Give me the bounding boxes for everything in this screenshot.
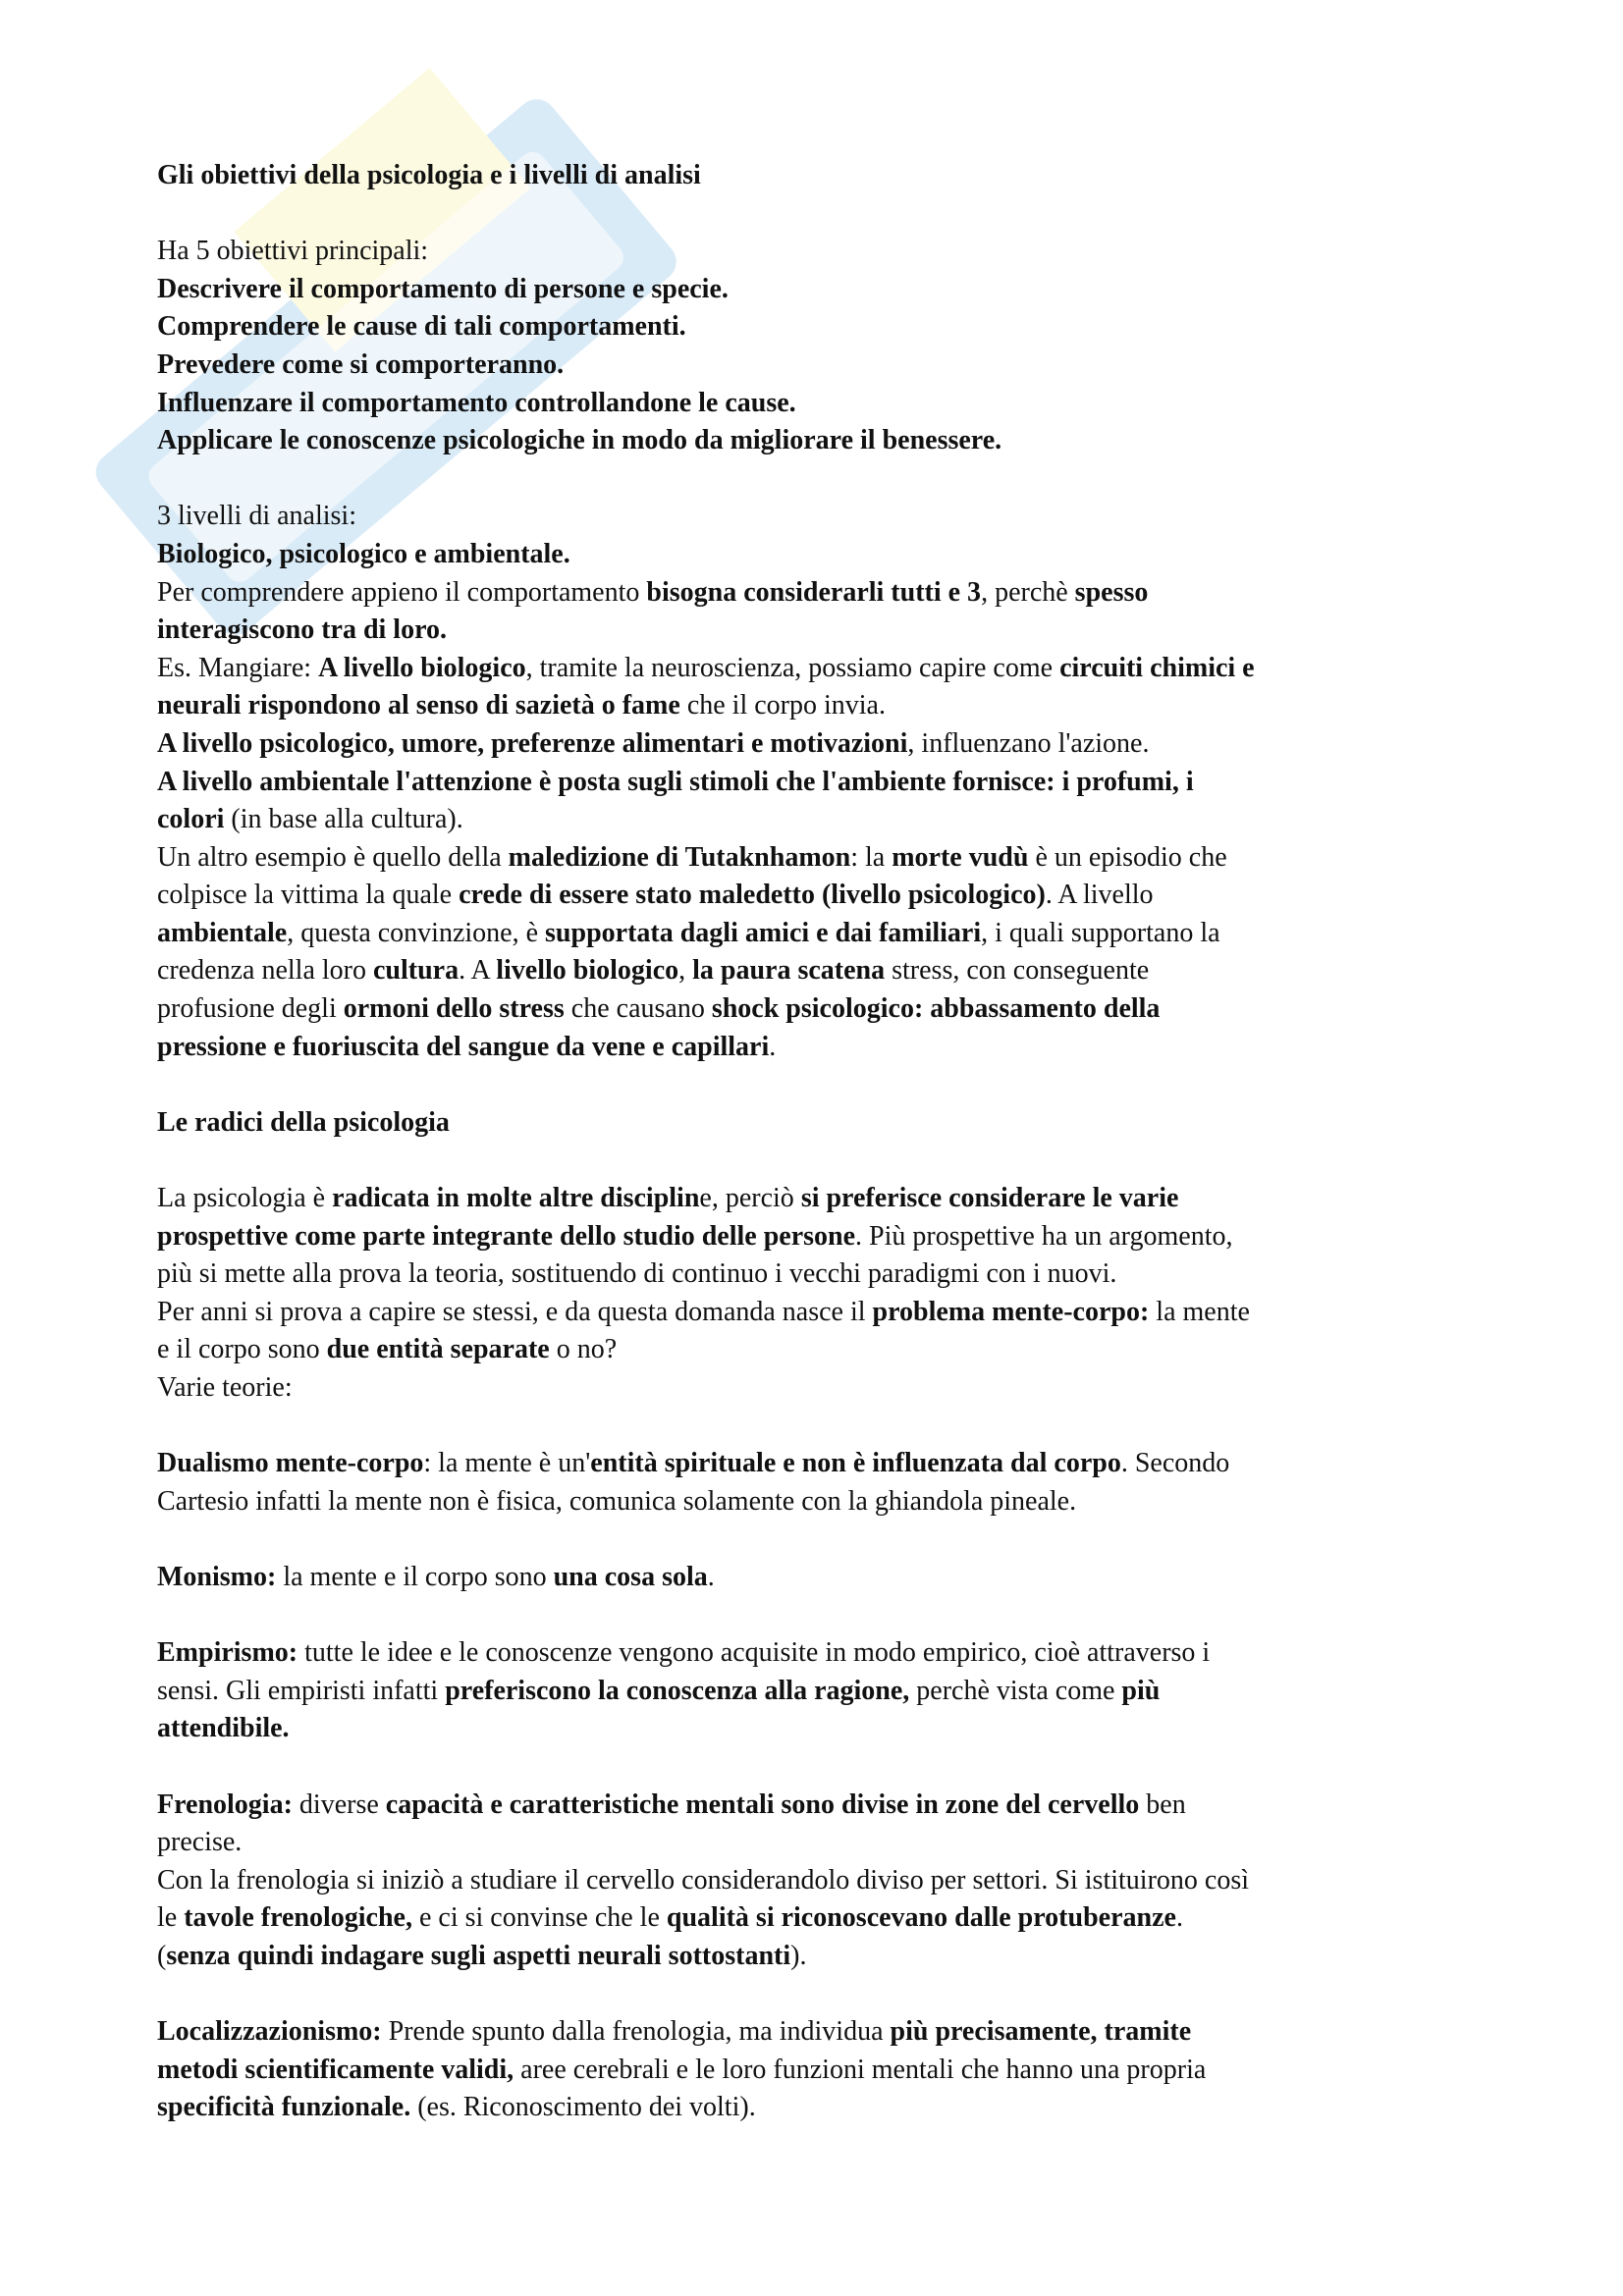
text-line (157, 1634, 1512, 1673)
bold-text: crede di essere stato maledetto (livello psicologico) (459, 880, 1046, 911)
bold-text: senza quindi indagare sugli aspetti neurali sottostanti (166, 1940, 791, 1971)
text-line (157, 877, 1512, 915)
bold-text: attendibile. (157, 1713, 290, 1744)
text: . A (459, 955, 497, 987)
text: , influenzano l'azione. (907, 727, 1150, 759)
bold-text: ormoni dello stress (343, 993, 565, 1025)
blank-line (157, 1597, 1512, 1635)
bold-text: la paura scatena (692, 955, 886, 987)
text: stress, con conseguente (885, 955, 1150, 987)
text: perchè vista come (909, 1675, 1122, 1706)
text: . (769, 1031, 777, 1062)
bold-text: problema mente-corpo: (872, 1296, 1150, 1327)
text-line (157, 1255, 1512, 1294)
text-line (157, 1710, 1512, 1748)
text-line (157, 1673, 1512, 1711)
bold-text: tavole frenologiche, (184, 1902, 412, 1934)
text: Prende spunto dalla frenologia, ma individua (381, 2016, 891, 2048)
bold-text: due entità separate (326, 1334, 550, 1365)
text: . A livello (1045, 880, 1154, 911)
text: che causano (564, 993, 712, 1025)
bold-text: Monismo: (157, 1561, 277, 1592)
bold-text: A livello psicologico, umore, preferenze alimentari e motivazioni (157, 727, 908, 759)
text-line (157, 1445, 1512, 1483)
text-line (157, 612, 1512, 650)
bold-text: livello biologico (496, 955, 679, 987)
bold-text: Comprendere le cause di tali comportamenti. (157, 311, 686, 343)
text-line (157, 498, 1512, 536)
bold-text: circuiti chimici e (1059, 652, 1255, 683)
text: Es. Mangiare: (157, 652, 319, 683)
blank-line (157, 1521, 1512, 1559)
text-line (157, 2052, 1512, 2090)
bold-text: Prevedere come si comporteranno. (157, 348, 565, 380)
text-line (157, 308, 1512, 347)
text-line (157, 157, 1512, 195)
text: è un episodio che (1028, 841, 1227, 873)
text-line (157, 536, 1512, 574)
text-line (157, 952, 1512, 990)
text-line (157, 1180, 1512, 1218)
text-line (157, 2013, 1512, 2052)
bold-text: interagiscono tra di loro. (157, 614, 448, 646)
bold-text: preferiscono la conoscenza alla ragione, (445, 1675, 910, 1706)
text: . Secondo (1120, 1448, 1230, 1479)
bold-text: Gli obiettivi della psicologia e i livelli di analisi (157, 160, 701, 190)
bold-text: neurali rispondono al senso di sazietà o fame (157, 690, 680, 721)
bold-text: più (1121, 1675, 1161, 1706)
text: . (1175, 1902, 1183, 1934)
bold-text: Descrivere il comportamento di persone e specie. (157, 273, 729, 304)
text: o no? (549, 1334, 618, 1365)
text: e, perciò (699, 1183, 801, 1214)
bold-text: Empirismo: (157, 1637, 298, 1669)
bold-text: si preferisce considerare le varie (800, 1183, 1179, 1214)
bold-text: spesso (1074, 576, 1149, 608)
blank-line (157, 1408, 1512, 1446)
bold-text: Influenzare il comportamento controllandone le cause. (157, 387, 796, 418)
bold-text: cultura (372, 955, 460, 987)
text-line (157, 385, 1512, 423)
text: e ci si convinse che le (411, 1902, 667, 1934)
bold-text: una cosa sola (553, 1561, 708, 1592)
bold-text: specificità funzionale. (157, 2092, 411, 2123)
bold-text: entità spirituale e non è influenzata dal corpo (590, 1448, 1121, 1479)
text-line (157, 233, 1512, 271)
text-line (157, 1369, 1512, 1408)
text-line (157, 1824, 1512, 1862)
bold-text: pressione e fuoriuscita del sangue da vene e capillari (157, 1031, 770, 1062)
bold-text: metodi scientificamente validi, (157, 2054, 514, 2085)
text: Per anni si prova a capire se stessi, e da questa domanda nasce il (157, 1296, 873, 1327)
text: che il corpo invia. (679, 690, 886, 721)
text: le (157, 1902, 185, 1934)
bold-text: prospettive come parte integrante dello studio delle persone (157, 1220, 856, 1252)
text-line (157, 422, 1512, 460)
text: (in base alla cultura). (224, 804, 463, 835)
bold-text: A livello biologico (318, 652, 526, 683)
text: profusione degli (157, 993, 344, 1025)
text: colpisce la vittima la quale (157, 880, 460, 911)
bold-text: ambientale (157, 917, 288, 948)
text-line (157, 1218, 1512, 1256)
blank-line (157, 1976, 1512, 2014)
text-line (157, 990, 1512, 1029)
text-line (157, 839, 1512, 878)
bold-text: Localizzazionismo: (157, 2016, 382, 2048)
text: , (678, 955, 693, 987)
text: La psicologia è (157, 1183, 333, 1214)
text: , perchè (981, 576, 1075, 608)
text: : la mente è un' (423, 1448, 591, 1479)
text-line (157, 1787, 1512, 1825)
bold-text: Frenologia: (157, 1789, 293, 1820)
bold-text: radicata in molte altre disciplin (332, 1183, 700, 1214)
text: Cartesio infatti la mente non è fisica, comunica solamente con la ghiandola pineale. (157, 1485, 1077, 1517)
text: credenza nella loro (157, 955, 373, 987)
bold-text: capacità e caratteristiche mentali sono divise in zone del cervello (385, 1789, 1140, 1820)
bold-text: più precisamente, tramite (890, 2016, 1192, 2048)
text: ). (790, 1940, 807, 1971)
text: la mente e il corpo sono (276, 1561, 554, 1592)
text-line (157, 347, 1512, 385)
text-line (157, 801, 1512, 839)
bold-text: supportata dagli amici e dai familiari (545, 917, 982, 948)
text: sensi. Gli empiristi infatti (157, 1675, 446, 1706)
bold-text: colori (157, 804, 225, 835)
text-line (157, 1029, 1512, 1067)
bold-text: qualità si riconoscevano dalle protuberanze (666, 1902, 1176, 1934)
blank-line (157, 460, 1512, 499)
text: tutte le idee e le conoscenze vengono acquisite in modo empirico, cioè attraverso i (298, 1637, 1211, 1669)
text: ( (157, 1940, 167, 1971)
blank-line (157, 195, 1512, 234)
bold-text: A livello ambientale l'attenzione è posta sugli stimoli che l'ambiente fornisce: i profumi, i (157, 766, 1194, 797)
text-line (157, 1104, 1512, 1143)
text-line (157, 1559, 1512, 1597)
text: precise. (157, 1827, 243, 1858)
text-line (157, 764, 1512, 802)
text: ben (1139, 1789, 1186, 1820)
text-line (157, 2089, 1512, 2127)
bold-text: maledizione di Tutaknhamon (508, 841, 851, 873)
text: Ha 5 obiettivi principali: (157, 236, 429, 267)
text-line (157, 271, 1512, 309)
text-line (157, 1899, 1512, 1938)
bold-text: Dualismo mente-corpo (157, 1448, 424, 1479)
text: più si mette alla prova la teoria, sostituendo di continuo i vecchi paradigmi con i nuovi. (157, 1258, 1117, 1290)
blank-line (157, 1066, 1512, 1104)
bold-text: Biologico, psicologico e ambientale. (157, 538, 570, 569)
document-body (157, 157, 1512, 2127)
text-line (157, 687, 1512, 725)
text: (es. Riconoscimento dei volti). (410, 2092, 756, 2123)
text: e il corpo sono (157, 1334, 327, 1365)
text: Varie teorie: (157, 1372, 293, 1403)
text-line (157, 1938, 1512, 1976)
text-line (157, 574, 1512, 613)
text-line (157, 1483, 1512, 1522)
text-line (157, 650, 1512, 688)
text: 3 livelli di analisi: (157, 501, 356, 532)
bold-text: bisogna considerarli tutti e 3 (646, 576, 982, 608)
bold-text: morte vudù (892, 841, 1029, 873)
text: , i quali supportano la (981, 917, 1220, 948)
text: diverse (292, 1789, 386, 1820)
text: aree cerebrali e le loro funzioni mentali che hanno una propria (514, 2054, 1207, 2085)
text: . (707, 1561, 715, 1592)
text: . Più prospettive ha un argomento, (855, 1220, 1233, 1252)
text: Con la frenologia si iniziò a studiare il cervello considerandolo diviso per settori. Si istituirono così (157, 1864, 1250, 1896)
text-line (157, 1862, 1512, 1900)
text: , tramite la neuroscienza, possiamo capire come (525, 652, 1060, 683)
text: , questa convinzione, è (287, 917, 546, 948)
blank-line (157, 1142, 1512, 1180)
text-line (157, 915, 1512, 953)
text: Per comprendere appieno il comportamento (157, 576, 647, 608)
text: : la (850, 841, 893, 873)
text-line (157, 1294, 1512, 1332)
text-line (157, 1331, 1512, 1369)
text-line (157, 725, 1512, 764)
bold-text: Le radici della psicologia (157, 1106, 450, 1138)
bold-text: shock psicologico: abbassamento della (711, 993, 1161, 1025)
text: Un altro esempio è quello della (157, 841, 509, 873)
bold-text: Applicare le conoscenze psicologiche in modo da migliorare il benessere. (157, 425, 1002, 456)
blank-line (157, 1748, 1512, 1787)
text: la mente (1149, 1296, 1250, 1327)
